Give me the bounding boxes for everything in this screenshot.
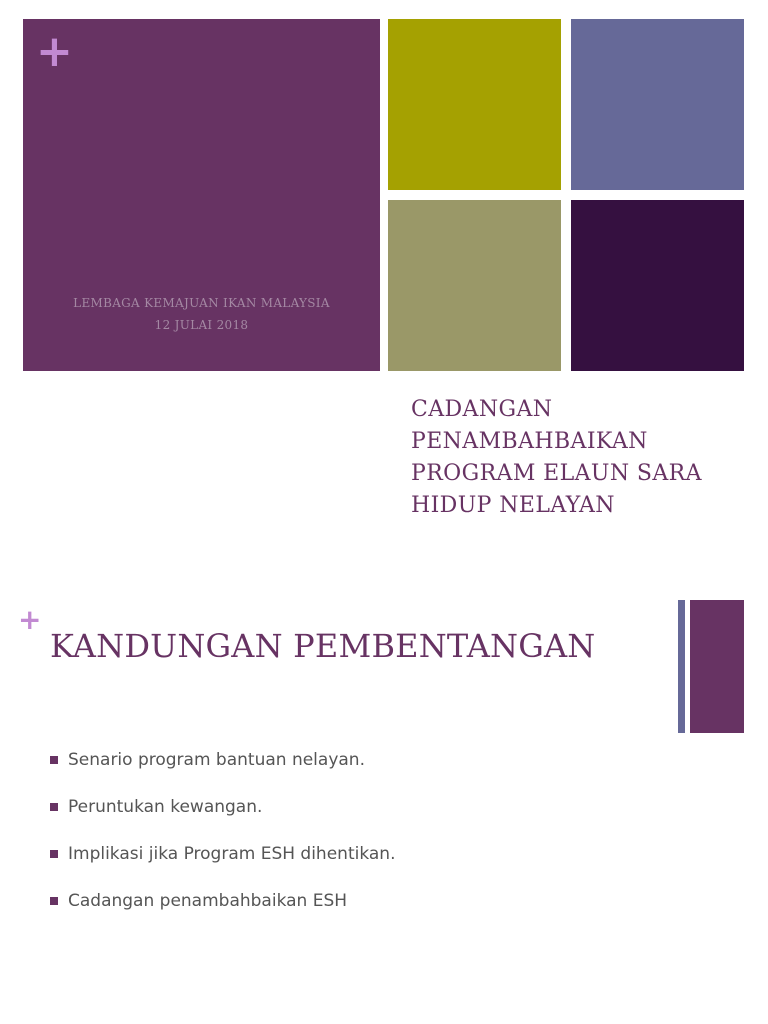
title-line: CADANGAN	[411, 397, 553, 422]
organization-name: LEMBAGA KEMAJUAN IKAN MALAYSIA	[73, 296, 330, 310]
square-bullet-icon	[50, 756, 58, 764]
title-line: HIDUP NELAYAN	[411, 493, 615, 518]
presentation-date: 12 JULAI 2018	[154, 318, 249, 332]
square-bullet-icon	[50, 803, 58, 811]
list-item	[50, 791, 395, 823]
list-item	[50, 744, 395, 776]
lavender-tile	[571, 19, 744, 190]
dark-purple-tile	[571, 200, 744, 371]
plus-icon: +	[18, 603, 42, 636]
square-bullet-icon	[50, 897, 58, 905]
olive-tile	[388, 19, 561, 190]
list-item-text: Cadangan penambahbaikan ESH	[68, 891, 348, 911]
title-line: PROGRAM ELAUN SARA	[411, 461, 702, 486]
square-bullet-icon	[50, 850, 58, 858]
khaki-tile	[388, 200, 561, 371]
section-heading: KANDUNGAN PEMBENTANGAN	[50, 627, 596, 665]
plus-icon: +	[36, 26, 73, 77]
accent-block	[690, 600, 744, 733]
subtitle-block	[23, 292, 380, 336]
list-item-text: Peruntukan kewangan.	[68, 797, 263, 817]
list-item-text: Implikasi jika Program ESH dihentikan.	[68, 844, 396, 864]
list-item	[50, 838, 395, 870]
list-item-text: Senario program bantuan nelayan.	[68, 750, 365, 770]
list-item	[50, 885, 395, 917]
title-line: PENAMBAHBAIKAN	[411, 429, 648, 454]
slide-title	[411, 394, 741, 522]
accent-bar	[678, 600, 685, 733]
bullet-list	[50, 744, 395, 932]
